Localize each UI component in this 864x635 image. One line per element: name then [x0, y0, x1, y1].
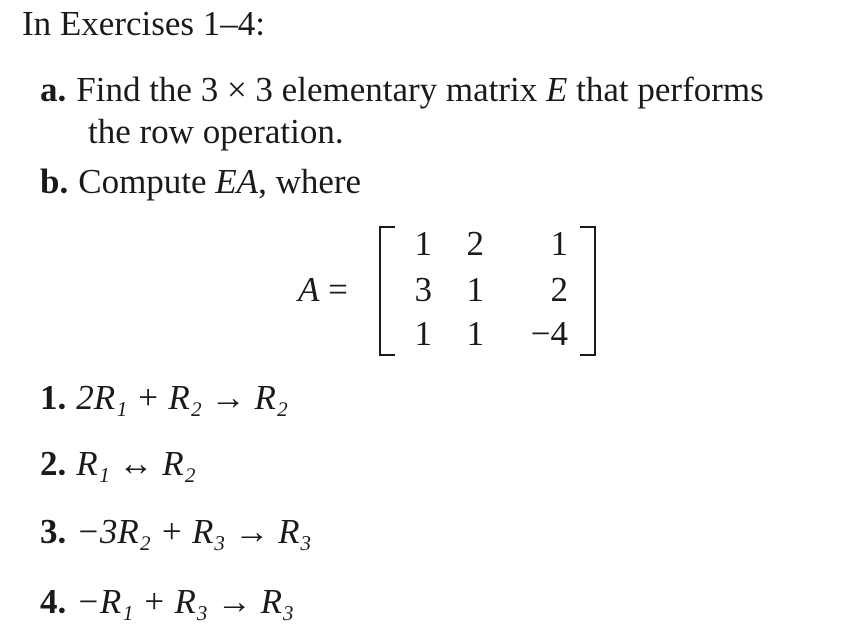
- matrix-cell: 1: [466, 314, 484, 353]
- exercise-label: 3.: [40, 512, 67, 551]
- row-operation: −R₁ + R₃ → R₃: [76, 582, 295, 621]
- matrix-lhs: [298, 272, 348, 307]
- part-a-text-post: that performs: [567, 70, 764, 109]
- matrix-cell: 1: [414, 224, 432, 263]
- matrix-cell: 1: [466, 270, 484, 309]
- matrix-cell: −4: [530, 314, 568, 353]
- part-b-line: [40, 164, 361, 199]
- row-operation: 2R₁ + R₂ → R₂: [76, 378, 289, 417]
- matrix-a-var: A: [298, 270, 320, 309]
- matrix-right-bracket: [580, 226, 596, 356]
- exercise-1: [40, 380, 288, 415]
- exercise-3: [40, 514, 312, 549]
- matrix-cell: 1: [550, 224, 568, 263]
- part-a-text-pre: Find the 3 × 3 elementary matrix: [76, 70, 547, 109]
- equals-sign: =: [319, 270, 348, 309]
- exercise-label: 1.: [40, 378, 67, 417]
- part-a-line-2: the row operation.: [88, 112, 344, 151]
- matrix-cell: 2: [466, 224, 484, 263]
- part-b-label: b.: [40, 162, 69, 201]
- exercises-heading: In Exercises 1–4:: [22, 4, 265, 43]
- part-b-text-post: , where: [258, 162, 362, 201]
- part-a-line-1: [40, 72, 764, 107]
- matrix-cell: 2: [550, 270, 568, 309]
- row-operation: −3R₂ + R₃ → R₃: [76, 512, 312, 551]
- matrix-e-var: E: [546, 70, 568, 109]
- row-operation: R₁ ↔ R₂: [76, 444, 196, 483]
- exercise-label: 4.: [40, 582, 67, 621]
- exercise-2: [40, 446, 196, 481]
- exercise-label: 2.: [40, 444, 67, 483]
- matrix-cell: 3: [414, 270, 432, 309]
- part-a-label: a.: [40, 70, 67, 109]
- part-b-text-pre: Compute: [78, 162, 216, 201]
- exercise-4: [40, 584, 294, 619]
- matrix-cell: 1: [414, 314, 432, 353]
- product-ea-var: EA: [215, 162, 259, 201]
